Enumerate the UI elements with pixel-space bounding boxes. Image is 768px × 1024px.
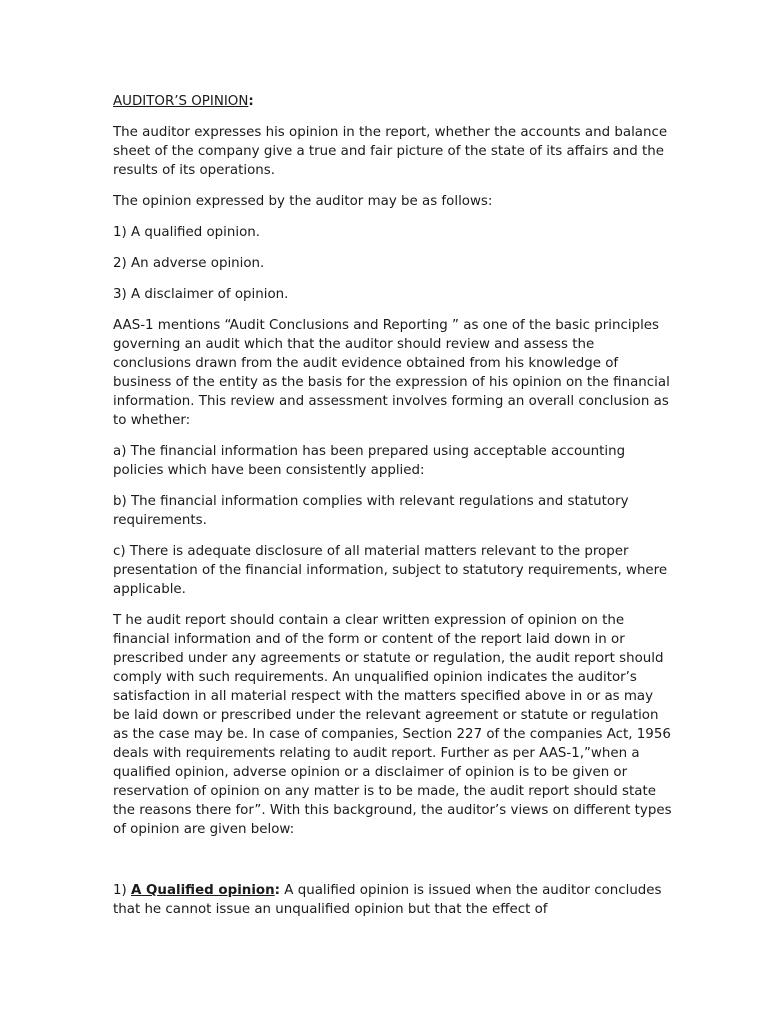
- paragraph: T he audit report should contain a clear written expression of opinion on the financial information and of the form or content of the report laid down in or prescribed under any agreements or statute or regulation, the audit report should comply with such requirements. An unqualified opinion indicates the auditor’s satisfaction in all material respect with the matters specified above in or as may be laid down or prescribed under the relevant agreement or statute or regulation as the case may be. In case of companies, Section 227 of the companies Act, 1956 deals with requirements relating to audit report. Further as per AAS-1,”when a qualified opinion, adverse opinion or a disclaimer of opinion is to be given or reservation of opinion on any matter is to be made, the audit report should state the reasons there for”. With this background, the auditor’s views on different types of opinion are given below:: [113, 613, 672, 837]
- paragraph: The auditor expresses his opinion in the report, whether the accounts and balance sheet of the company give a true and fair picture of the state of its affairs and the results of its operations.: [113, 125, 668, 178]
- list-item: b) The financial information complies with relevant regulations and statutory requirements.: [113, 494, 629, 528]
- document-page: [113, 92, 673, 931]
- document-heading: [113, 92, 673, 111]
- list-item: c) There is adequate disclosure of all material matters relevant to the proper presentation of the financial information, subject to statutory requirements, where applicable.: [113, 544, 668, 597]
- spacer: [113, 851, 673, 881]
- heading-text: AUDITOR’S OPINION: [113, 94, 249, 109]
- paragraph: The opinion expressed by the auditor may be as follows:: [113, 194, 493, 209]
- section-body: A qualified opinion is issued when the auditor concludes that he cannot issue an unqualified opinion but that the effect of: [113, 883, 662, 917]
- section-heading: A Qualified opinion: [131, 883, 275, 898]
- section-paragraph: [113, 881, 673, 919]
- list-item: 1) A qualified opinion.: [113, 225, 261, 240]
- list-item: 2) An adverse opinion.: [113, 256, 265, 271]
- section-number: 1): [113, 883, 132, 898]
- list-item: 3) A disclaimer of opinion.: [113, 287, 289, 302]
- section-colon: :: [274, 883, 281, 898]
- list-item: a) The financial information has been prepared using acceptable accounting policies which have been consistently applied:: [113, 444, 626, 478]
- paragraph: AAS-1 mentions “Audit Conclusions and Reporting ” as one of the basic principles governing an audit which that the auditor should review and assess the conclusions drawn from the audit evidence obtained from his knowledge of business of the entity as the basis for the expression of his opinion on the financial information. This review and assessment involves forming an overall conclusion as to whether:: [113, 318, 670, 428]
- heading-colon: :: [248, 94, 254, 109]
